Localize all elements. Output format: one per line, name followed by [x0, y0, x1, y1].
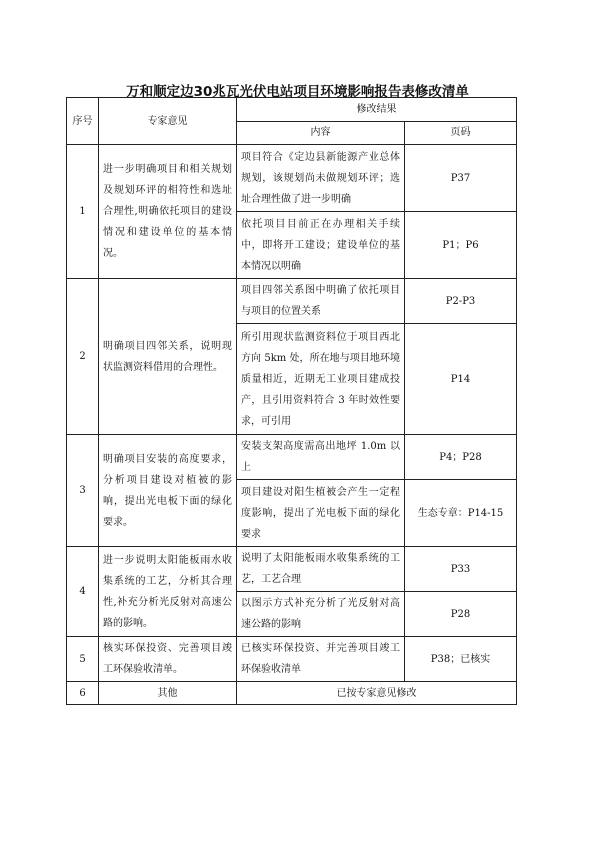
page-ref: P38；已核实: [405, 637, 517, 682]
expert-opinion: 进一步说明太阳能板雨水收集系统的工艺，分析其合理性,补充分析光反射对高速公路的影响。: [99, 547, 237, 637]
revision-content: 已核实环保投资、并完善项目竣工环保验收清单: [237, 637, 405, 682]
revision-table: [66, 97, 517, 705]
revision-content: 说明了太阳能板雨水收集系统的工艺，工艺合理: [237, 547, 405, 592]
page-ref: 生态专章：P14-15: [405, 480, 517, 547]
merged-result: 已按专家意见修改: [237, 682, 517, 705]
table-row: [67, 637, 517, 682]
expert-opinion: 进一步明确项目和相关规划及规划环评的相符性和选址合理性,明确依托项目的建设情况和建设单位的基本情况。: [99, 145, 237, 279]
revision-content: 所引用现状监测资料位于项目西北方向 5km 处，所在地与项目地环境质量相近，近期无工业项目建成投产，且引用资料符合 3 年时效性要求，可引用: [237, 324, 405, 435]
page-ref: P37: [405, 145, 517, 212]
table-row: [67, 279, 517, 324]
expert-opinion: 其他: [99, 682, 237, 705]
table-row: [67, 682, 517, 705]
header-row: [67, 98, 517, 122]
row-number: 3: [67, 435, 99, 547]
expert-opinion: 明确项目安装的高度要求，分析项目建设对植被的影响，提出光电板下面的绿化要求。: [99, 435, 237, 547]
page-ref: P14: [405, 324, 517, 435]
row-number: 6: [67, 682, 99, 705]
page-ref: P1；P6: [405, 212, 517, 279]
expert-opinion: 明确项目四邻关系，说明现状监测资料借用的合理性。: [99, 279, 237, 435]
expert-opinion: 核实环保投资、完善项目竣工环保验收清单。: [99, 637, 237, 682]
page-ref: P33: [405, 547, 517, 592]
revision-content: 安装支架高度需高出地坪 1.0m 以上: [237, 435, 405, 480]
header-page: 页码: [405, 121, 517, 145]
header-content: 内容: [237, 121, 405, 145]
row-number: 4: [67, 547, 99, 637]
page-ref: P28: [405, 592, 517, 637]
page-ref: P2-P3: [405, 279, 517, 324]
header-opinion: 专家意见: [99, 98, 237, 145]
revision-content: 项目符合《定边县新能源产业总体规划，该规划尚未做规划环评；选址合理性做了进一步明确: [237, 145, 405, 212]
header-result: 修改结果: [237, 98, 517, 122]
table-row: [67, 145, 517, 212]
revision-content: 项目建设对阳生植被会产生一定程度影响，提出了光电板下面的绿化要求: [237, 480, 405, 547]
row-number: 5: [67, 637, 99, 682]
revision-content: 依托项目目前正在办理相关手续中，即将开工建设；建设单位的基本情况以明确: [237, 212, 405, 279]
row-number: 1: [67, 145, 99, 279]
page-ref: P4；P28: [405, 435, 517, 480]
revision-content: 以图示方式补充分析了光反射对高速公路的影响: [237, 592, 405, 637]
revision-content: 项目四邻关系图中明确了依托项目与项目的位置关系: [237, 279, 405, 324]
header-no: 序号: [67, 98, 99, 145]
table-row: [67, 547, 517, 592]
row-number: 2: [67, 279, 99, 435]
table-row: [67, 435, 517, 480]
document-title: 万和顺定边30兆瓦光伏电站项目环境影响报告表修改清单: [126, 84, 469, 100]
